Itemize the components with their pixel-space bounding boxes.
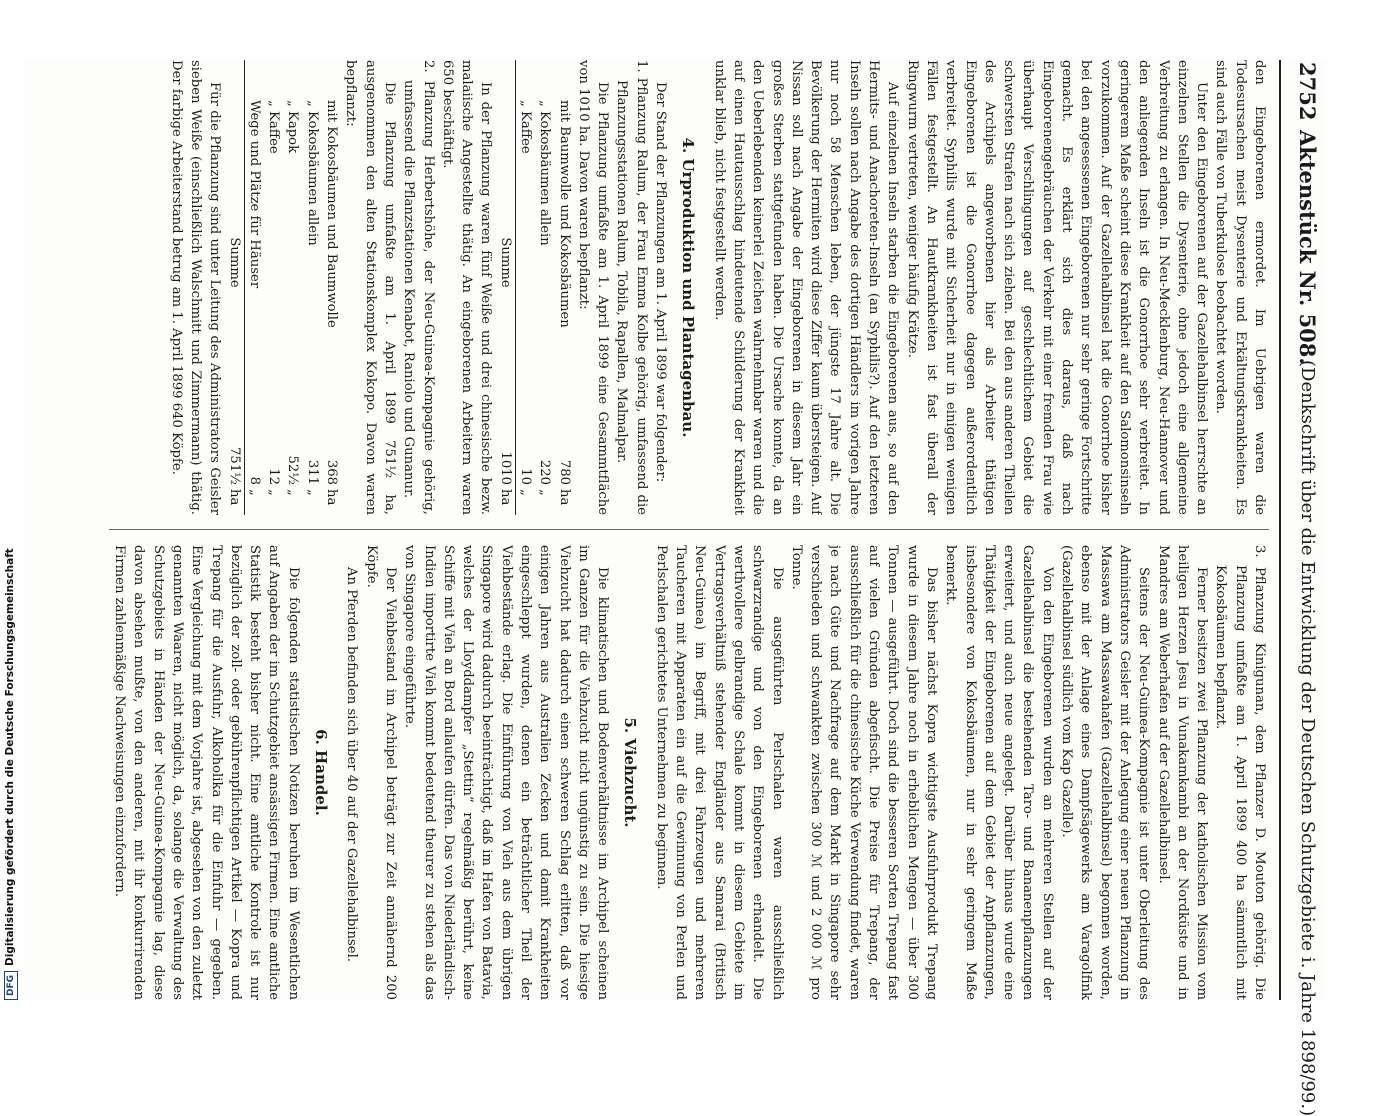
- table-cell-label: mit Kokosbäumen und Baumwolle: [324, 100, 340, 328]
- table-cell-unit: ha: [556, 489, 572, 506]
- table-cell-unit: „: [285, 489, 301, 496]
- table-row: [264, 60, 283, 515]
- table-cell-value: 368: [324, 459, 340, 485]
- plantation-table-herbertshoehe: [224, 60, 341, 515]
- table-cell-value: 751½: [224, 425, 244, 489]
- paragraph: Die ausgeführten Perlschalen waren ausschließlich schwarzrandige und von den Eingeborenen erhandelt. Die werthvollere gelbrandige Schale kommt in diesem Gebiete im Vertragsverhältniß stehender Engländer aus Samarai (Britisch Neu-Guinea) im Begriff, mit drei Fahrzeugen und mehreren Taucheren mit Apparaten ein auf die Gewinnung von Perlen und Perlschalen gerichtetes Unternehmen zu beginnen.: [653, 545, 785, 1000]
- table-row: [322, 60, 341, 515]
- left-column: [69, 60, 1269, 515]
- paragraph: Ferner besitzen zwei Pflanzung der katholischen Mission vom heiligen Herzen Jesu in Vunakamkambi an der Nordküste und in Mandres am Weberhafen auf der Gazellehalbinsel.: [1155, 545, 1210, 1000]
- page-header: [1279, 60, 1325, 1116]
- table-cell-label: mit Baumwolle und Kokosbäumen: [556, 100, 572, 328]
- table-cell-value: 12: [266, 468, 282, 485]
- page-number: 2752: [1295, 62, 1320, 121]
- table-cell-unit: ha: [224, 489, 244, 515]
- page-title: Aktenstück Nr. 508.: [1295, 130, 1320, 365]
- section-heading: 6. Handel.: [312, 729, 331, 816]
- table-cell-value: 10: [518, 468, 534, 485]
- table-row: [535, 60, 554, 515]
- credit-text: Digitalisierung gefördert durch die Deutsche Forschungsgemeinschaft: [4, 548, 16, 966]
- table-cell-value: 311: [304, 459, 320, 485]
- table-sum-row: [495, 60, 515, 515]
- page-subtitle: (Denkschrift über die Entwicklung der Deutschen Schutzgebiete i. Jahre 1898/99.): [1297, 360, 1318, 1116]
- paragraph: Der Stand der Pflanzungen am 1. April 1899 war folgender:: [653, 82, 669, 483]
- paragraph: den Eingeborenen ermordet. Im Uebrigen waren die Todesursachen meist Dysenterie und Erkältungskrankheiten. Es sind auch Fälle von Tuberkulose beobachtet worden.: [1213, 60, 1267, 515]
- table-cell-value: 780: [556, 459, 572, 485]
- table-cell-unit: „: [518, 489, 534, 496]
- column-divider: [109, 529, 1269, 530]
- paragraph: Der Viehbestand im Archipel beträgt zur Zeit annähernd 200 Köpfe.: [363, 545, 398, 1000]
- table-cell-unit: „: [537, 489, 553, 496]
- table-row: [244, 60, 264, 515]
- list-item: 3. Pflanzung Kinigunan, dem Pflanzer D. Mouton gehörig. Die Pflanzung umfaßte am 1. April 1899 400 ha sämmtlich mit Kokosbäumen bepflanzt.: [1213, 545, 1267, 1000]
- paragraph: Auf einzelnen Inseln starben die Eingeborenen aus, so auf den Hermits- und Anachoreten-Inseln (an Syphilis?). Auf den letzteren Inseln sollen nach Angabe des dortigen Händlers im vorigen Jahre nur noch 58 Menschen leben, der jüngste 17 Jahre alt. Die Bevölkerung der Hermiten wird diese Ziffer kaum übersteigen. Auf Nissan soll nach Angabe der Eingeborenen in diesem Jahr ein großes Sterben stattgefunden haben. Die Ursache konnte, da an den Ueberlebenden keinerlei Zeichen wahrnehmbar waren und die auf einen Hautausschlag hindeutende Schilderung der Krankheit unklar blieb, nicht festgestellt werden.: [711, 60, 901, 515]
- table-cell-value: 8: [246, 476, 262, 485]
- table-cell-label: „ Kokosbäumen allein: [537, 100, 553, 246]
- paragraph: Seitens der Neu-Guinea-Kompagnie ist unter Oberleitung des Administrators Geisler mit der Anlegung einer neuen Pflanzung in Massawa am Massawahafen (Gazellehalbinsel) begonnen worden, ebenso mit der Anlage eines Dampfsägewerks am Varagolfink (Gazellehalbinsel südlich vom Kap Gazelle).: [1059, 545, 1152, 1000]
- table-sum-row: [224, 60, 244, 515]
- table-row: [554, 60, 573, 515]
- section-heading: 4. Urproduktion und Plantagenbau.: [679, 137, 698, 438]
- table-cell-label: „ Kapok: [285, 100, 301, 154]
- right-column: [69, 545, 1269, 1000]
- paragraph: Das bisher nächst Kopra wichtigste Ausfuhrprodukt Trepang wurde in diesem Jahre noch in erheblichen Mengen — über 300 Tonnen — ausgeführt. Doch sind die besseren Sorten Trepang fast auf vielen Gründen abgefischt. Die Preise für Trepang, der ausschließlich für die chinesische Küche Verwendung findet, waren je nach Güte und Nachfrage auf dem Markt in Singapore sehr verschieden und schwankten zwischen 300 ℳ und 2 000 ℳ pro Tonne.: [788, 545, 939, 1000]
- table-cell-unit: „: [304, 489, 320, 496]
- list-item: 2. Pflanzung Herbertshöhe, der Neu-Guinea-Kompagnie gehörig, umfassend die Pflanzstationen Kenabot, Raniolo und Gunanur.: [401, 60, 436, 515]
- paragraph: Die klimatischen und Bodenverhältnisse im Archipel scheinen im Ganzen für die Viehzucht nicht ungünstig zu sein. Die hiesige Viehzucht hat dadurch einen schweren Schlag erlitten, daß vor einigen Jahren aus Australien Zecken und damit Krankheiten eingeschleppt wurden, denen ein beträchtlicher Theil der Viehbestände erlag. Die Einführung von Vieh aus dem übrigen Singapore wird dadurch beeinträchtigt, daß im Hafen von Batavia, welches der Lloyddampfer „Stettin“ regelmäßig berührt, keine Schiffe mit Vieh an Bord anlaufen dürfen. Das von Niederländisch-Indien importirte Vieh kommt bedeutend theurer zu stehen als das von Singapore eingeführte.: [402, 545, 611, 1000]
- table-cell-unit: „: [246, 489, 262, 496]
- table-row: [515, 60, 535, 515]
- table-cell-value: 52½: [285, 455, 301, 485]
- digitization-credit: [2, 0, 18, 1000]
- paragraph: Unter den Eingeborenen auf der Gazellehalbinsel herrschte an einzelnen Stellen die Dysenterie, ohne jedoch eine allgemeine Verbreitung zu erlangen. In Neu-Mecklenburg, Neu-Hannover und den anliegenden Inseln ist die Gonorrhoe sehr verbreitet. In geringerem Maße scheint diese Krankheit auf den Salomonsinseln vorzukommen. Auf der Gazellehalbinsel hat die Gonorrhoe bisher bei den angesessenen Eingeborenen nur sehr geringe Fortschritte gemacht. Es erklärt sich dies daraus, daß nach Eingeborenengebräuchen der Verkehr mit einer fremden Frau wie überhaupt Verschlingungen auf geschlechtlichem Gebiet die schwersten Strafen nach sich ziehen. Bei den aus anderen Theilen des Archipels angeworbenen hier als Arbeiter thätigen Eingeborenen ist die Gonorrhoe dagegen außerordentlich verbreitet. Syphilis wurde mit Sicherheit nur in einigen wenigen Fällen festgestellt. An Hautkrankheiten ist fast überall der Ringwurm vertreten, weniger häufig Krätze.: [904, 60, 1210, 515]
- section-heading: 5. Viehzucht.: [621, 717, 640, 828]
- table-row: [283, 60, 302, 515]
- plantation-table-ralum: [495, 60, 573, 515]
- list-item: 1. Pflanzung Ralum, der Frau Emma Kolbe gehörig, umfassend die Pflanzungsstationen Ralum, Tobila, Rapallen, Malmalpar.: [614, 60, 649, 515]
- table-cell-label: „ Kaffee: [266, 100, 282, 154]
- paragraph: Die folgenden statistischen Notizen beruhen im Wesentlichen auf Angaben der im Schutzgebiet ansässigen Firmen. Eine amtliche Statistik besteht bisher nicht. Eine amtliche Kontrole ist nur bezüglich der zoll- oder gebührenpflichtigen Artikel — Kopra und Trepang für die Ausfuhr, Alkoholika für die Einfuhr — gegeben. Eine Vergleichung mit dem Vorjahre ist, abgesehen von den zuletzt genannten Waaren, nicht möglich, da, solange die Verwaltung des Schutzgebiets in Händen der Neu-Guinea-Kompagnie lag, diese davon absehen mußte, von den anderen, mit ihr konkurrirenden Firmen zahlenmäßige Nachweisungen einzufordern.: [112, 545, 301, 1000]
- table-cell-value: 220: [537, 459, 553, 485]
- table-cell-value: 1010: [495, 425, 515, 489]
- paragraph: An Pferden befinden sich über 40 auf der Gazellehalbinsel.: [344, 567, 360, 963]
- scanned-page: [25, 60, 1325, 1116]
- table-cell-label: Summe: [495, 60, 515, 425]
- table-cell-label: „ Kaffee: [518, 100, 534, 154]
- table-row: [302, 60, 321, 515]
- paragraph: Die Pflanzung umfaßte am 1. April 1899 eine Gesammtfläche von 1010 ha. Davon waren bepflanzt:: [575, 60, 611, 515]
- paragraph: Von den Eingeborenen wurden an mehreren Stellen auf der Gazellehalbinsel die bestehenden Taro- und Bananenpflanzungen erweitert, und auch neue angelegt. Darüber hinaus wurde eine Thätigkeit der Eingeborenen auf dem Gebiet der Anpflanzungen, insbesondere von Kokosbäumen, nur in sehr geringem Maße bemerkt.: [943, 545, 1055, 1000]
- table-cell-label: Wege und Plätze für Häuser: [246, 100, 262, 289]
- paragraph: In der Pflanzung waren fünf Weiße und drei chinesische bezw. malaiische Angestellte thätig. An eingeborenen Arbeitern waren 650 beschäftigt.: [439, 60, 494, 515]
- table-cell-label: „ Kokosbäumen allein: [304, 100, 320, 246]
- paragraph: Die Pflanzung umfaßte am 1. April 1899 751½ ha, ausgenommen den alten Stationskomplex Kokopo. Davon waren bepflanzt:: [343, 60, 397, 515]
- table-cell-label: Summe: [224, 60, 244, 425]
- dfg-logo: DFG: [4, 971, 18, 1000]
- table-cell-unit: ha: [495, 489, 515, 515]
- table-cell-unit: ha: [324, 489, 340, 506]
- table-cell-unit: „: [266, 489, 282, 496]
- paragraph: Für die Pflanzung sind unter Leitung des Administrators Geisler sieben Weiße (einschließlich Walschmitt und Zimmermann) thätig. Der farbige Arbeiterstand betrug am 1. April 1899 640 Köpfe.: [168, 60, 223, 515]
